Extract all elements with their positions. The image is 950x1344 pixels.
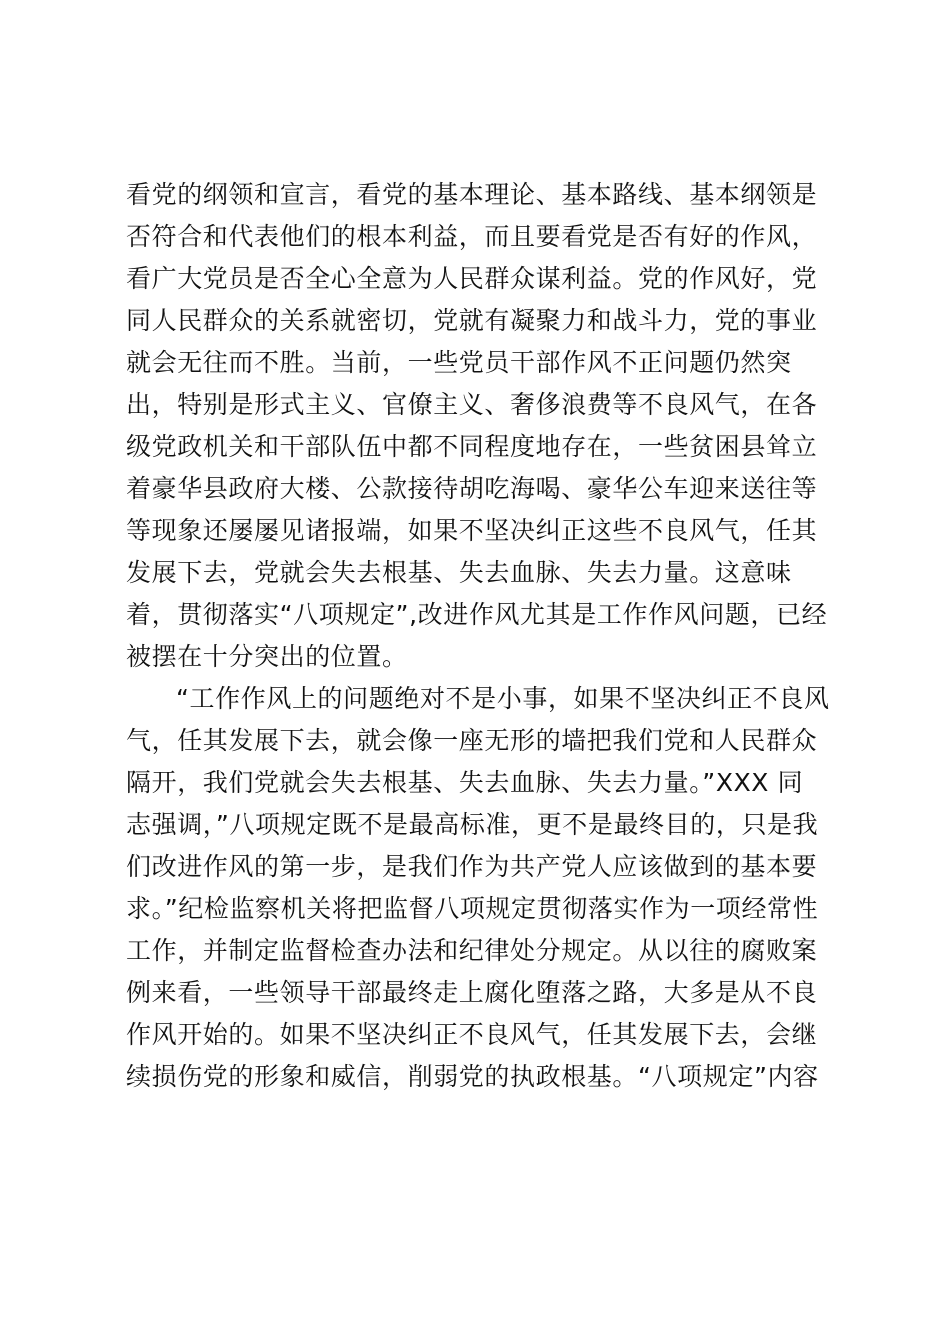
text-line: 级党政机关和干部队伍中都不同程度地存在，一些贫困县耸立 [126,432,818,461]
text-line: 同人民群众的关系就密切，党就有凝聚力和战斗力，党的事业 [126,306,818,335]
text-line: 着，贯彻落实“八项规定”,改进作风尤其是工作作风问题，已经 [126,600,828,629]
text-line: 气，任其发展下去，就会像一座无形的墙把我们党和人民群众 [126,726,818,755]
text-line: 否符合和代表他们的根本利益，而且要看党是否有好的作风， [126,222,818,251]
text-line: 被摆在十分突出的位置。 [126,642,408,671]
text-line: 着豪华县政府大楼、公款接待胡吃海喝、豪华公车迎来送往等 [126,474,818,503]
text-line: 就会无往而不胜。当前，一些党员干部作风不正问题仍然突 [126,348,792,377]
text-line: 续损伤党的形象和威信，削弱党的执政根基。“八项规定”内容 [126,1062,819,1091]
text-line: 等现象还屡屡见诸报端，如果不坚决纠正这些不良风气，任其 [126,516,818,545]
text-line: 出，特别是形式主义、官僚主义、奢侈浪费等不良风气，在各 [126,390,818,419]
text-line: 发展下去，党就会失去根基、失去血脉、失去力量。这意味 [126,558,792,587]
text-line: 看党的纲领和宣言，看党的基本理论、基本路线、基本纲领是 [126,180,818,209]
text-line: 作风开始的。如果不坚决纠正不良风气，任其发展下去，会继 [126,1020,818,1049]
text-line: 工作，并制定监督检查办法和纪律处分规定。从以往的腐败案 [126,936,818,965]
body-text [126,174,846,1098]
text-line: 看广大党员是否全心全意为人民群众谋利益。党的作风好，党 [126,264,818,293]
text-line: 例来看，一些领导干部最终走上腐化堕落之路，大多是从不良 [126,978,818,1007]
text-line: 志强调，”八项规定既不是最高标准，更不是最终目的，只是我 [126,810,819,839]
text-line: 求。”纪检监察机关将把监督八项规定贯彻落实作为一项经常性 [126,894,819,923]
text-line: 隔开，我们党就会失去根基、失去血脉、失去力量。”XXX 同 [126,768,804,797]
paragraph-start-line: “工作作风上的问题绝对不是小事，如果不坚决纠正不良风 [176,684,830,713]
text-line: 们改进作风的第一步，是我们作为共产党人应该做到的基本要 [126,852,818,881]
